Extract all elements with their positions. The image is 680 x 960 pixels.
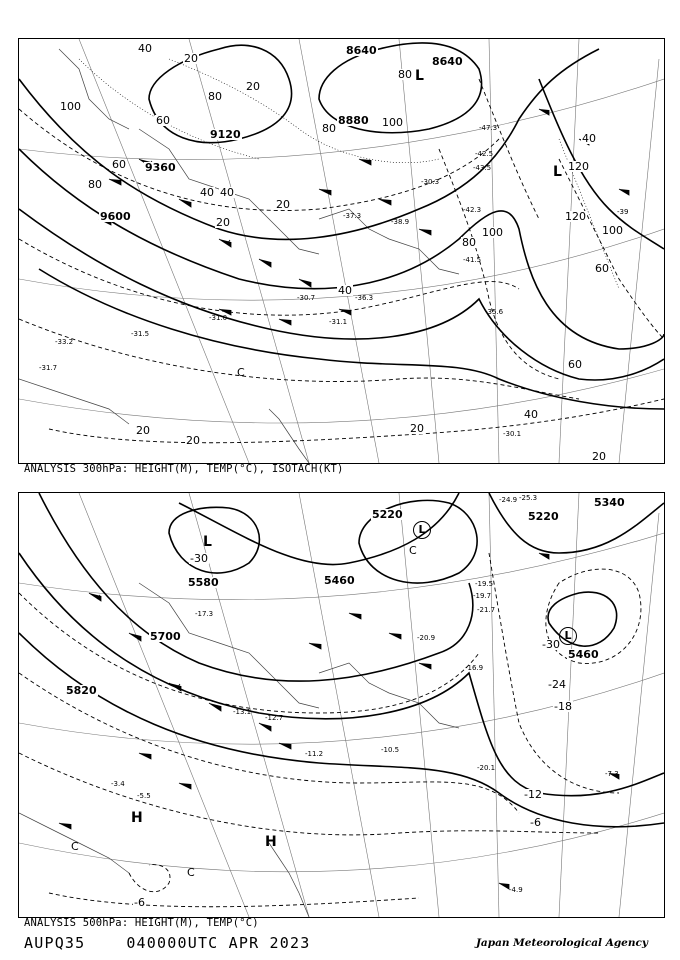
cold-center-symbol: C xyxy=(409,544,417,557)
temperature-sample: -47.3 xyxy=(479,124,498,132)
chart-300hpa xyxy=(18,38,665,464)
chart-500hpa xyxy=(18,492,665,918)
temperature-sample: -30.3 xyxy=(421,178,440,186)
isotach-label: 80 xyxy=(208,90,222,103)
temperature-sample: -17.3 xyxy=(195,610,214,618)
height-label-5460-a: 5460 xyxy=(324,574,355,587)
temperature-sample: -7.3 xyxy=(605,770,619,778)
coastlines xyxy=(19,49,459,463)
isotherm-label: -6 xyxy=(530,816,541,829)
height-label-5700: 5700 xyxy=(150,630,181,643)
isotach-label: 80 xyxy=(462,236,476,249)
isotach-label: 20 xyxy=(184,52,198,65)
caption-500hpa: ANALYSIS 500hPa: HEIGHT(M), TEMP(°C) xyxy=(24,917,259,929)
cold-center-symbol: C xyxy=(71,840,79,853)
temperature-sample: -10.5 xyxy=(381,746,400,754)
isotach-label: 100 xyxy=(382,116,403,129)
temperature-sample: -12.7 xyxy=(265,714,284,722)
temperature-sample: -11.2 xyxy=(305,750,324,758)
isotach-label: 60 xyxy=(156,114,170,127)
isotach-label: 120 xyxy=(565,210,586,223)
isotach-label: 20 xyxy=(246,80,260,93)
temperature-sample: -24.9 xyxy=(499,496,518,504)
isotach-label: 40 xyxy=(138,42,152,55)
valid-time: 040000UTC APR 2023 xyxy=(126,934,311,952)
temperature-sample: -25.3 xyxy=(519,494,538,502)
temperature-sample: -33.2 xyxy=(55,338,74,346)
temperature-sample: -42.3 xyxy=(463,206,482,214)
height-label-5580: 5580 xyxy=(188,576,219,589)
low-pressure-symbol: L xyxy=(203,534,212,550)
isotherm-label: -12 xyxy=(524,788,542,801)
isotach-label: 20 xyxy=(136,424,150,437)
temperature-sample: -43.5 xyxy=(473,164,492,172)
cold-center-symbol: C xyxy=(237,366,245,379)
isotach-label: 40 xyxy=(582,132,596,145)
isotherm-label: -18 xyxy=(554,700,572,713)
height-label-5340: 5340 xyxy=(594,496,625,509)
isotach-label: 20 xyxy=(592,450,606,463)
temperature-sample: -31.7 xyxy=(39,364,58,372)
agency-name: Japan Meteorological Agency xyxy=(475,937,648,949)
height-label-8880: 8880 xyxy=(338,114,369,127)
height-label-9120: 9120 xyxy=(210,128,241,141)
low-pressure-symbol: L xyxy=(559,627,577,645)
low-pressure-symbol: L xyxy=(415,68,424,84)
temperature-sample: -16.9 xyxy=(465,664,484,672)
temperature-sample: -31.5 xyxy=(131,330,150,338)
height-label-5460-b: 5460 xyxy=(568,648,599,661)
temperature-sample: -20.1 xyxy=(477,764,496,772)
high-pressure-symbol: H xyxy=(131,810,143,826)
isotherms xyxy=(19,553,641,907)
isotach-label: 40 xyxy=(338,284,352,297)
height-label-5820: 5820 xyxy=(66,684,97,697)
wind-barbs xyxy=(99,109,629,325)
isotach-label: 80 xyxy=(398,68,412,81)
temperature-sample: -35.6 xyxy=(485,308,504,316)
height-contours xyxy=(19,43,664,409)
height-label-8640-b: 8640 xyxy=(432,55,463,68)
temperature-sample: -20.9 xyxy=(417,634,436,642)
temperature-sample: -30.7 xyxy=(297,294,316,302)
temperature-sample: -36.3 xyxy=(355,294,374,302)
isotherm-label: -24 xyxy=(548,678,566,691)
temperature-sample: -31.1 xyxy=(329,318,348,326)
temperature-sample: -3.4 xyxy=(111,780,125,788)
isotach-label: 80 xyxy=(322,122,336,135)
temperature-sample: -31.0 xyxy=(209,314,228,322)
isotach-label: 20 xyxy=(410,422,424,435)
isotach-label: 100 xyxy=(60,100,81,113)
height-label-5220-a: 5220 xyxy=(372,508,403,521)
isotach-label: 40 xyxy=(524,408,538,421)
temperature-sample: -5.5 xyxy=(137,792,151,800)
isotach-label: 60 xyxy=(112,158,126,171)
isotherm-label: -30 xyxy=(190,552,208,565)
isotach-label: 60 xyxy=(595,262,609,275)
temperature-sample: -41.5 xyxy=(463,256,482,264)
isotach-label: 80 xyxy=(88,178,102,191)
temperature-sample: -38.9 xyxy=(391,218,410,226)
isotherm-label: -30 xyxy=(542,638,560,651)
temperature-sample: -37.3 xyxy=(343,212,362,220)
temperature-sample: -21.7 xyxy=(477,606,496,614)
chart-code: AUPQ35 xyxy=(24,934,86,952)
chart-id-and-time xyxy=(24,934,310,952)
temperature-sample: -39 xyxy=(617,208,629,216)
temperature-sample: -19.7 xyxy=(473,592,492,600)
caption-300hpa: ANALYSIS 300hPa: HEIGHT(M), TEMP(°C), ISOTACH(KT) xyxy=(24,463,344,475)
low-pressure-symbol: L xyxy=(553,164,562,180)
isotherms xyxy=(19,79,664,443)
isotach-label: 100 xyxy=(482,226,503,239)
isotach-label: 100 xyxy=(602,224,623,237)
height-label-9360: 9360 xyxy=(145,161,176,174)
isotach-label: 60 xyxy=(568,358,582,371)
isotherm-label: -6 xyxy=(134,896,145,909)
isotach-label: 40 xyxy=(200,186,214,199)
isotach-label: 20 xyxy=(216,216,230,229)
isotach-label: 120 xyxy=(568,160,589,173)
wind-barbs xyxy=(59,553,619,889)
high-pressure-symbol: H xyxy=(265,834,277,850)
height-label-8640-a: 8640 xyxy=(346,44,377,57)
height-label-9600: 9600 xyxy=(100,210,131,223)
temperature-sample: -30.1 xyxy=(503,430,522,438)
isotach-label: 20 xyxy=(276,198,290,211)
isotach-label: 40 xyxy=(220,186,234,199)
cold-center-symbol: C xyxy=(187,866,195,879)
temperature-sample: -13.1 xyxy=(233,708,252,716)
chart-300hpa-lines xyxy=(19,39,664,463)
temperature-sample: -4.9 xyxy=(509,886,523,894)
low-pressure-symbol: L xyxy=(413,521,431,539)
isotach-label: 20 xyxy=(186,434,200,447)
temperature-sample: -42.5 xyxy=(475,150,494,158)
temperature-sample: -19.5 xyxy=(475,580,494,588)
height-label-5220-b: 5220 xyxy=(528,510,559,523)
